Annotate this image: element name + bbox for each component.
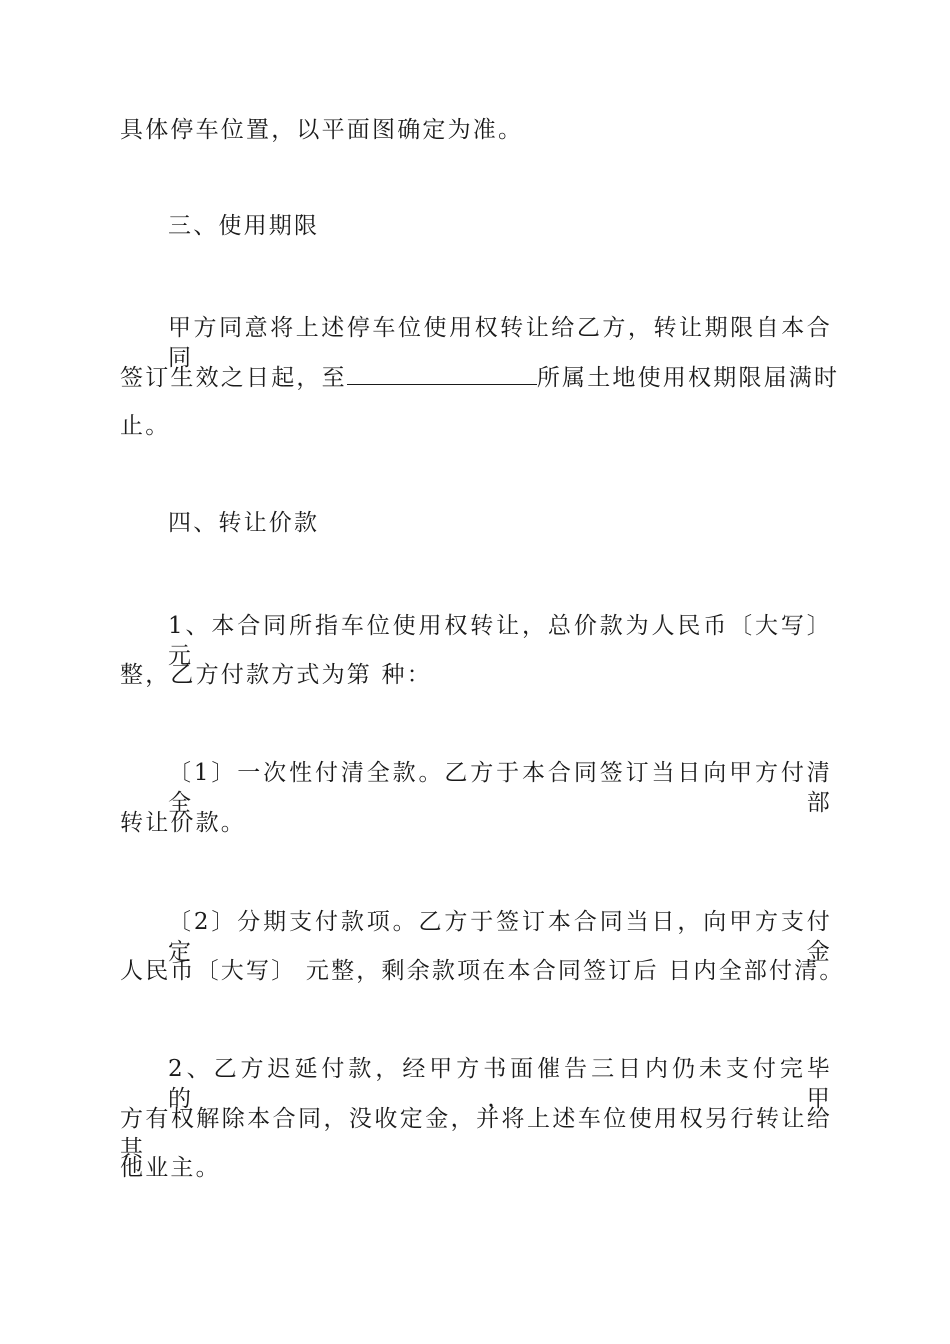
paragraph-term-line-3: 止。 <box>120 413 171 439</box>
term-line-2-after: 所属土地使用权期限届满时 <box>536 365 840 391</box>
section-heading-term: 三、使用期限 <box>168 213 320 239</box>
option-1-line-2: 转让价款。 <box>120 810 246 836</box>
clause-2-line-1: 2、乙方迟延付款，经甲方书面催告三日内仍未支付完毕的，甲 <box>168 1056 832 1112</box>
option-1-line-1: 〔1〕一次性付清全款。乙方于本合同签订当日向甲方付清全部 <box>168 760 832 816</box>
paragraph-term-line-2 <box>120 362 840 393</box>
option-2-line-1: 〔2〕分期支付款项。乙方于签订本合同当日，向甲方支付定金 <box>168 909 832 965</box>
clause-2-line-3: 他业主。 <box>120 1155 221 1181</box>
term-line-2-before: 签订生效之日起，至 <box>120 365 347 391</box>
clause-2-line-2: 方有权解除本合同，没收定金，并将上述车位使用权另行转让给其 <box>120 1106 832 1162</box>
option-2-line-2: 人民币〔大写〕 元整，剩余款项在本合同签订后 日内全部付清。 <box>120 958 845 984</box>
section-heading-price: 四、转让价款 <box>168 510 320 536</box>
clause-1-line-2: 整，乙方付款方式为第 种： <box>120 662 432 688</box>
clause-1-line-1: 1、本合同所指车位使用权转让，总价款为人民币〔大写〕 元 <box>168 613 832 669</box>
paragraph-term-line-1: 甲方同意将上述停车位使用权转让给乙方，转让期限自本合同 <box>168 315 832 371</box>
fill-in-blank[interactable] <box>347 362 537 385</box>
paragraph-parking-location: 具体停车位置，以平面图确定为准。 <box>120 117 524 143</box>
